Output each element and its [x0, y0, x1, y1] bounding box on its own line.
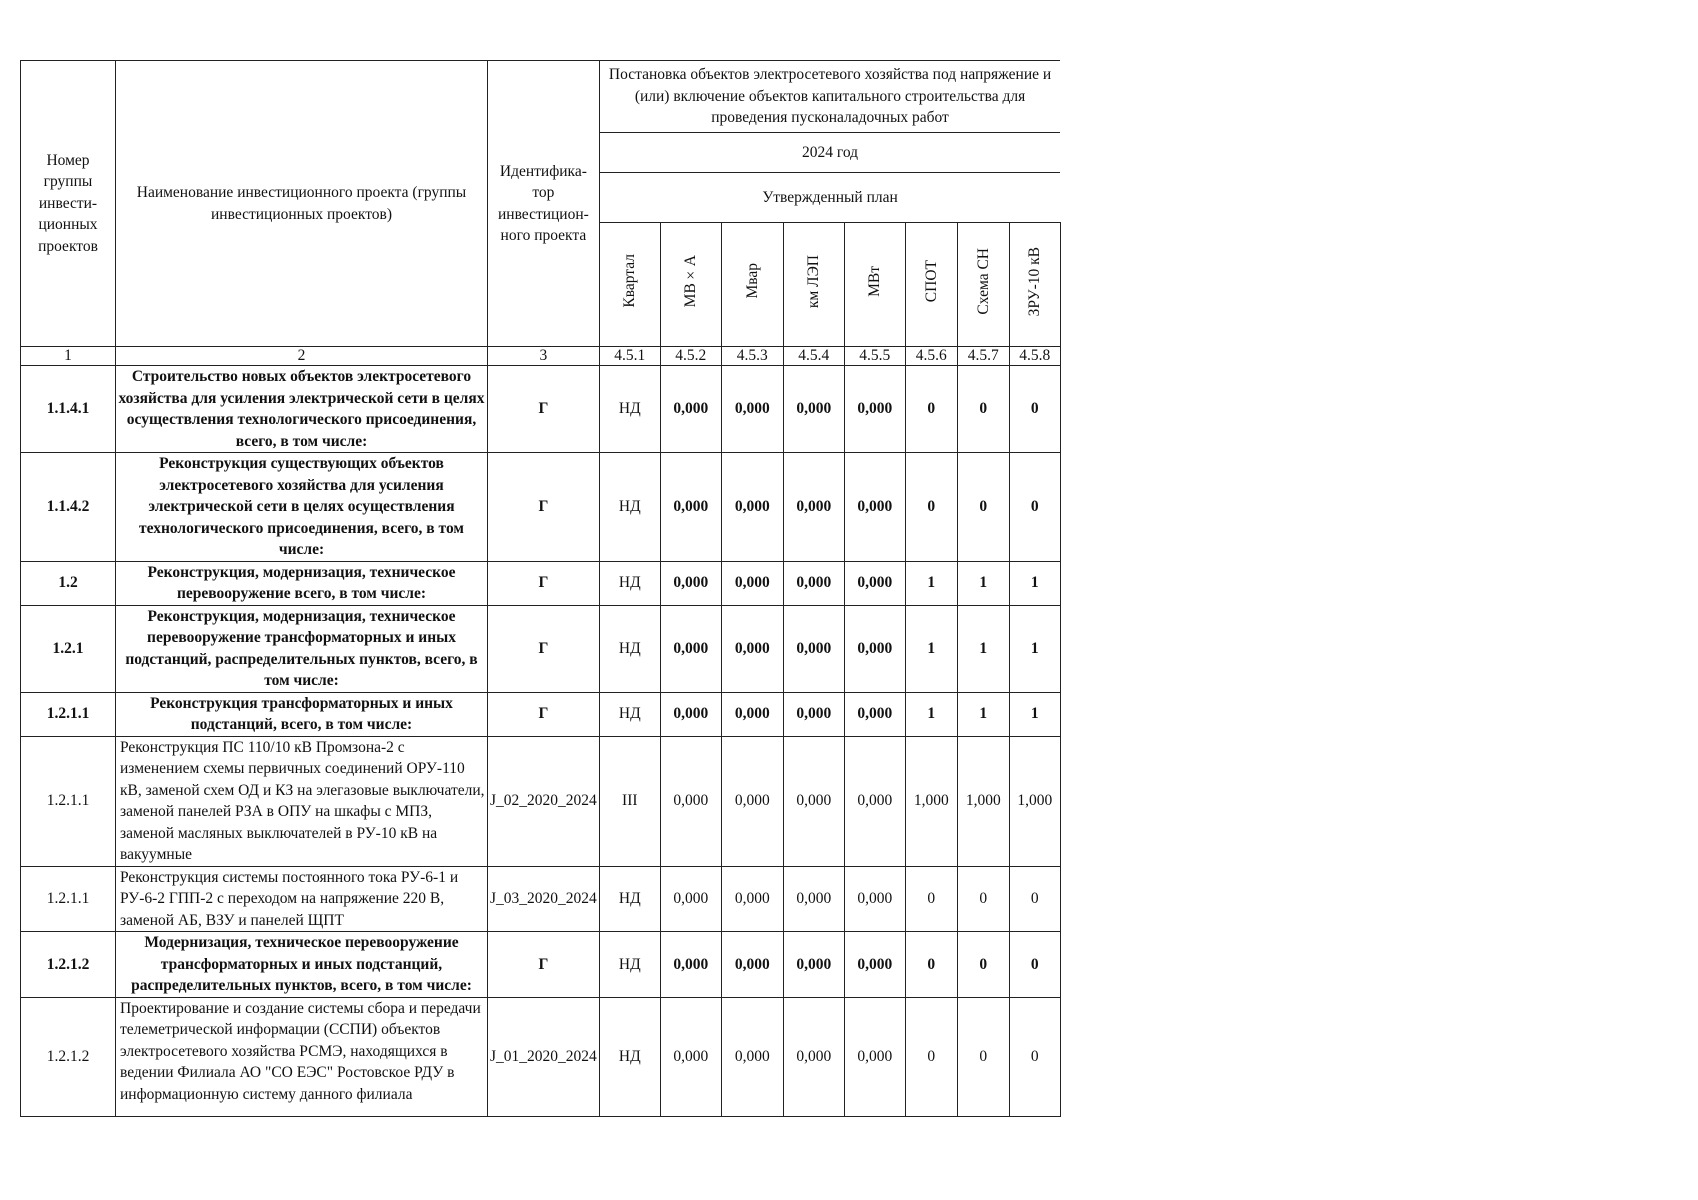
header-plan: Утвержденный план [599, 173, 1060, 223]
group-number-cell: 1.2 [21, 561, 116, 605]
schema-sn-cell: 0 [957, 997, 1009, 1116]
mva-cell: 0,000 [660, 736, 721, 866]
mw-cell: 0,000 [844, 736, 905, 866]
mw-cell: 0,000 [844, 605, 905, 692]
subheader-mw: МВт [844, 223, 905, 347]
group-number-cell: 1.2.1.1 [21, 736, 116, 866]
column-number: 4.5.8 [1009, 347, 1060, 366]
mvar-cell: 0,000 [721, 453, 783, 562]
km-lep-cell: 0,000 [783, 692, 844, 736]
mw-cell: 0,000 [844, 366, 905, 453]
table-row [21, 736, 1061, 866]
spot-cell: 0 [905, 932, 957, 998]
table-row [21, 932, 1061, 998]
identifier-cell: Г [488, 932, 600, 998]
mva-cell: 0,000 [660, 453, 721, 562]
schema-sn-cell: 1,000 [957, 736, 1009, 866]
zru-cell: 0 [1009, 366, 1060, 453]
mva-cell: 0,000 [660, 692, 721, 736]
schema-sn-cell: 1 [957, 561, 1009, 605]
identifier-cell: Г [488, 453, 600, 562]
header-group-number: Номер группы инвести-ционных проектов [21, 61, 116, 347]
column-number: 4.5.3 [721, 347, 783, 366]
mvar-cell: 0,000 [721, 932, 783, 998]
quarter-cell: НД [599, 561, 660, 605]
schema-sn-cell: 0 [957, 932, 1009, 998]
spot-cell: 0 [905, 997, 957, 1116]
km-lep-cell: 0,000 [783, 866, 844, 932]
km-lep-cell: 0,000 [783, 561, 844, 605]
column-number: 4.5.5 [844, 347, 905, 366]
investment-table [20, 60, 1061, 1117]
mw-cell: 0,000 [844, 561, 905, 605]
zru-cell: 0 [1009, 997, 1060, 1116]
project-name-cell: Реконструкция, модернизация, техническое перевооружение всего, в том числе: [116, 561, 488, 605]
project-name-cell: Реконструкция трансформаторных и иных подстанций, всего, в том числе: [116, 692, 488, 736]
mva-cell: 0,000 [660, 561, 721, 605]
identifier-cell: J_03_2020_2024 [488, 866, 600, 932]
column-number: 2 [116, 347, 488, 366]
mva-cell: 0,000 [660, 366, 721, 453]
km-lep-cell: 0,000 [783, 736, 844, 866]
identifier-cell: Г [488, 366, 600, 453]
schema-sn-cell: 1 [957, 692, 1009, 736]
project-name-cell: Строительство новых объектов электросетевого хозяйства для усиления электрической сети в целях осуществления технологического присоединения, всего, в том числе: [116, 366, 488, 453]
table-row [21, 605, 1061, 692]
zru-cell: 0 [1009, 866, 1060, 932]
group-number-cell: 1.2.1.2 [21, 932, 116, 998]
spot-cell: 1 [905, 692, 957, 736]
group-number-cell: 1.2.1.2 [21, 997, 116, 1116]
group-number-cell: 1.2.1.1 [21, 866, 116, 932]
table-row [21, 453, 1061, 562]
mvar-cell: 0,000 [721, 692, 783, 736]
project-name-cell: Модернизация, техническое перевооружение трансформаторных и иных подстанций, распределительных пунктов, всего, в том числе: [116, 932, 488, 998]
km-lep-cell: 0,000 [783, 605, 844, 692]
mvar-cell: 0,000 [721, 561, 783, 605]
mva-cell: 0,000 [660, 932, 721, 998]
subheader-mvar: Мвар [721, 223, 783, 347]
spot-cell: 0 [905, 453, 957, 562]
table-row [21, 866, 1061, 932]
zru-cell: 0 [1009, 453, 1060, 562]
header-project-name: Наименование инвестиционного проекта (группы инвестиционных проектов) [116, 61, 488, 347]
quarter-cell: НД [599, 692, 660, 736]
zru-cell: 1 [1009, 692, 1060, 736]
group-number-cell: 1.2.1 [21, 605, 116, 692]
project-name-cell: Реконструкция существующих объектов электросетевого хозяйства для усиления электрической сети в целях осуществления технологического присоединения, всего, в том числе: [116, 453, 488, 562]
mva-cell: 0,000 [660, 866, 721, 932]
schema-sn-cell: 0 [957, 366, 1009, 453]
subheader-schema-sn: Схема СН [957, 223, 1009, 347]
mva-cell: 0,000 [660, 997, 721, 1116]
column-number-row [21, 347, 1061, 366]
identifier-cell: Г [488, 692, 600, 736]
subheader-spot: СПОТ [905, 223, 957, 347]
header-year: 2024 год [599, 133, 1060, 173]
table-row [21, 692, 1061, 736]
column-number: 3 [488, 347, 600, 366]
subheader-kvartal: Квартал [599, 223, 660, 347]
spot-cell: 0 [905, 366, 957, 453]
subheader-zru: ЗРУ-10 кВ [1009, 223, 1060, 347]
mvar-cell: 0,000 [721, 366, 783, 453]
quarter-cell: НД [599, 997, 660, 1116]
project-name-cell: Реконструкция ПС 110/10 кВ Промзона-2 с изменением схемы первичных соединений ОРУ-110 кВ, заменой схем ОД и КЗ на элегазовые выключатели, заменой панелей РЗА в ОПУ на шкафы с МПЗ, заменой масляных выключателей в РУ-10 кВ на вакуумные [116, 736, 488, 866]
group-number-cell: 1.1.4.2 [21, 453, 116, 562]
subheader-km-lep: км ЛЭП [783, 223, 844, 347]
table-row [21, 366, 1061, 453]
mw-cell: 0,000 [844, 932, 905, 998]
identifier-cell: Г [488, 561, 600, 605]
column-number: 1 [21, 347, 116, 366]
quarter-cell: НД [599, 453, 660, 562]
zru-cell: 1,000 [1009, 736, 1060, 866]
spot-cell: 1 [905, 605, 957, 692]
quarter-cell: НД [599, 366, 660, 453]
mw-cell: 0,000 [844, 997, 905, 1116]
km-lep-cell: 0,000 [783, 997, 844, 1116]
mvar-cell: 0,000 [721, 997, 783, 1116]
mvar-cell: 0,000 [721, 605, 783, 692]
schema-sn-cell: 0 [957, 453, 1009, 562]
quarter-cell: НД [599, 866, 660, 932]
spot-cell: 0 [905, 866, 957, 932]
project-name-cell: Проектирование и создание системы сбора и передачи телеметрической информации (ССПИ) объектов электросетевого хозяйства РСМЭ, находящихся в ведении Филиала АО "СО ЕЭС" Ростовское РДУ в информационную систему данного филиала [116, 997, 488, 1116]
project-name-cell: Реконструкция, модернизация, техническое перевооружение трансформаторных и иных подстанций, распределительных пунктов, всего, в том числе: [116, 605, 488, 692]
column-number: 4.5.1 [599, 347, 660, 366]
column-number: 4.5.2 [660, 347, 721, 366]
project-name-cell: Реконструкция системы постоянного тока РУ-6-1 и РУ-6-2 ГПП-2 с переходом на напряжение 220 В, заменой АБ, ВЗУ и панелей ЩПТ [116, 866, 488, 932]
km-lep-cell: 0,000 [783, 932, 844, 998]
mw-cell: 0,000 [844, 453, 905, 562]
header-group-title: Постановка объектов электросетевого хозяйства под напряжение и (или) включение объектов капитального строительства для проведения пусконаладочных работ [599, 61, 1060, 133]
column-number: 4.5.7 [957, 347, 1009, 366]
spot-cell: 1 [905, 561, 957, 605]
column-number: 4.5.6 [905, 347, 957, 366]
zru-cell: 0 [1009, 932, 1060, 998]
mva-cell: 0,000 [660, 605, 721, 692]
zru-cell: 1 [1009, 605, 1060, 692]
identifier-cell: J_01_2020_2024 [488, 997, 600, 1116]
table-row [21, 997, 1061, 1116]
quarter-cell: НД [599, 605, 660, 692]
group-number-cell: 1.1.4.1 [21, 366, 116, 453]
header-identifier: Идентифика-тор инвестицион-ного проекта [488, 61, 600, 347]
km-lep-cell: 0,000 [783, 366, 844, 453]
table-row [21, 561, 1061, 605]
mvar-cell: 0,000 [721, 866, 783, 932]
km-lep-cell: 0,000 [783, 453, 844, 562]
mw-cell: 0,000 [844, 692, 905, 736]
quarter-cell: III [599, 736, 660, 866]
quarter-cell: НД [599, 932, 660, 998]
identifier-cell: Г [488, 605, 600, 692]
zru-cell: 1 [1009, 561, 1060, 605]
identifier-cell: J_02_2020_2024 [488, 736, 600, 866]
schema-sn-cell: 1 [957, 605, 1009, 692]
spot-cell: 1,000 [905, 736, 957, 866]
subheader-mva: МВ×А [660, 223, 721, 347]
group-number-cell: 1.2.1.1 [21, 692, 116, 736]
mvar-cell: 0,000 [721, 736, 783, 866]
column-number: 4.5.4 [783, 347, 844, 366]
schema-sn-cell: 0 [957, 866, 1009, 932]
mw-cell: 0,000 [844, 866, 905, 932]
